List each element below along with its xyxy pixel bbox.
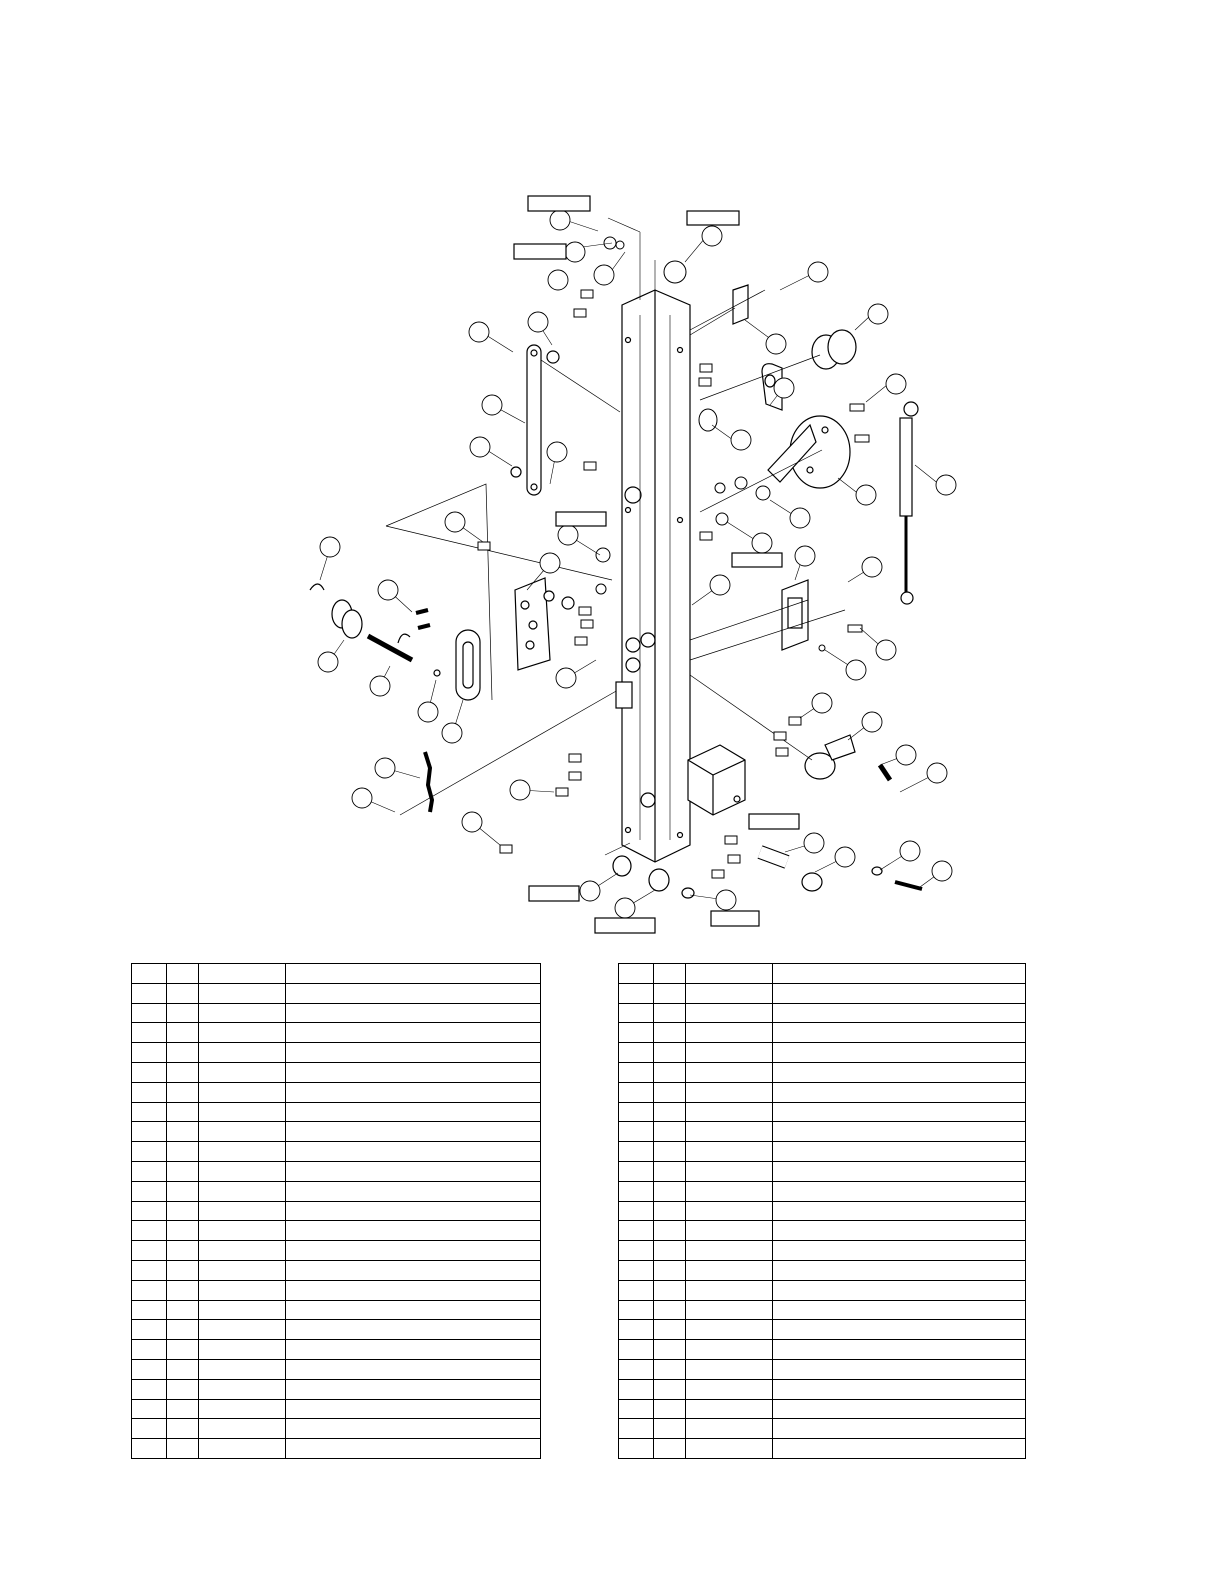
parts-table-right (618, 963, 1026, 1459)
table-cell (773, 1201, 1026, 1221)
parts-table-left (131, 963, 541, 1459)
table-cell (167, 1023, 199, 1043)
table-cell (773, 1419, 1026, 1439)
table-cell (654, 964, 686, 984)
table-cell (286, 1419, 541, 1439)
table-cell (286, 983, 541, 1003)
table-cell (167, 1399, 199, 1419)
top-bracket (690, 285, 765, 335)
table-row (619, 1003, 1026, 1023)
table-cell (686, 1241, 773, 1261)
table-cell (286, 1300, 541, 1320)
table-row (619, 1340, 1026, 1360)
table-cell (132, 1340, 167, 1360)
table-cell (199, 1102, 286, 1122)
table-cell (654, 1062, 686, 1082)
table-cell (773, 1439, 1026, 1459)
table-cell (167, 1142, 199, 1162)
table-cell (199, 1003, 286, 1023)
table-row (619, 1082, 1026, 1102)
table-cell (167, 1181, 199, 1201)
table-cell (199, 1241, 286, 1261)
table-cell (167, 1320, 199, 1340)
table-cell (286, 1359, 541, 1379)
table-cell (286, 1023, 541, 1043)
table-cell (619, 1359, 654, 1379)
table-cell (686, 1003, 773, 1023)
table-cell (773, 1320, 1026, 1340)
table-cell (199, 1023, 286, 1043)
table-cell (686, 1419, 773, 1439)
table-cell (773, 1241, 1026, 1261)
table-row (619, 1023, 1026, 1043)
table-cell (654, 1419, 686, 1439)
table-cell (686, 1280, 773, 1300)
table-cell (132, 1379, 167, 1399)
table-cell (199, 1439, 286, 1459)
table-cell (286, 1221, 541, 1241)
table-cell (619, 1379, 654, 1399)
table-cell (132, 1300, 167, 1320)
table-cell (132, 1043, 167, 1063)
table-cell (619, 1023, 654, 1043)
table-cell (773, 1300, 1026, 1320)
table-cell (773, 1003, 1026, 1023)
table-cell (167, 1102, 199, 1122)
table-row (132, 1359, 541, 1379)
table-cell (286, 1122, 541, 1142)
table-cell (619, 1320, 654, 1340)
table-row (619, 1439, 1026, 1459)
table-cell (773, 1379, 1026, 1399)
table-cell (619, 1062, 654, 1082)
table-cell (286, 1102, 541, 1122)
table-cell (654, 1320, 686, 1340)
table-cell (199, 1359, 286, 1379)
table-cell (619, 1082, 654, 1102)
table-cell (199, 1340, 286, 1360)
table-cell (619, 1399, 654, 1419)
table-cell (286, 1062, 541, 1082)
table-cell (619, 1439, 654, 1459)
table-cell (132, 1320, 167, 1340)
table-cell (654, 1161, 686, 1181)
table-row (132, 1082, 541, 1102)
table-row (132, 1003, 541, 1023)
table-cell (132, 1399, 167, 1419)
table-cell (199, 1043, 286, 1063)
table-cell (199, 1122, 286, 1142)
table-cell (773, 1142, 1026, 1162)
vertical-column (622, 290, 690, 862)
table-cell (132, 1280, 167, 1300)
table-cell (654, 1102, 686, 1122)
table-cell (654, 1082, 686, 1102)
table-cell (199, 1320, 286, 1340)
table-cell (619, 964, 654, 984)
table-cell (686, 983, 773, 1003)
table-cell (199, 1379, 286, 1399)
table-cell (619, 1181, 654, 1201)
table-row (619, 1399, 1026, 1419)
table-cell (167, 1003, 199, 1023)
table-cell (132, 1102, 167, 1122)
table-cell (773, 964, 1026, 984)
table-cell (132, 1062, 167, 1082)
table-cell (167, 1201, 199, 1221)
table-cell (619, 1201, 654, 1221)
table-cell (167, 1260, 199, 1280)
table-cell (167, 1241, 199, 1261)
table-row (619, 1280, 1026, 1300)
table-row (132, 1062, 541, 1082)
mount-bracket (515, 578, 574, 670)
table-cell (773, 1260, 1026, 1280)
table-cell (654, 1359, 686, 1379)
table-cell (619, 1122, 654, 1142)
table-cell (619, 1340, 654, 1360)
table-cell (773, 1399, 1026, 1419)
table-cell (773, 1280, 1026, 1300)
table-row (132, 1023, 541, 1043)
table-row (619, 1419, 1026, 1439)
table-cell (773, 1122, 1026, 1142)
table-cell (654, 983, 686, 1003)
table-cell (199, 1181, 286, 1201)
table-cell (654, 1201, 686, 1221)
table-cell (132, 1260, 167, 1280)
table-cell (199, 1280, 286, 1300)
table-cell (132, 1142, 167, 1162)
table-cell (619, 1102, 654, 1122)
table-cell (167, 1082, 199, 1102)
table-cell (686, 964, 773, 984)
table-cell (199, 1221, 286, 1241)
table-cell (167, 1280, 199, 1300)
table-cell (686, 1181, 773, 1201)
table-cell (773, 1340, 1026, 1360)
table-cell (654, 1043, 686, 1063)
table-cell (132, 1359, 167, 1379)
table-row (132, 1300, 541, 1320)
table-cell (773, 1082, 1026, 1102)
table-cell (654, 1241, 686, 1261)
link-bar (511, 345, 620, 495)
table-cell (686, 1142, 773, 1162)
table-row (619, 1161, 1026, 1181)
table-cell (167, 1161, 199, 1181)
table-row (619, 1102, 1026, 1122)
table-row (132, 1043, 541, 1063)
table-cell (286, 1379, 541, 1399)
table-cell (654, 1221, 686, 1241)
table-row (132, 1241, 541, 1261)
table-cell (686, 1260, 773, 1280)
table-cell (132, 983, 167, 1003)
table-cell (654, 1122, 686, 1142)
table-cell (686, 1082, 773, 1102)
table-cell (167, 1221, 199, 1241)
table-cell (619, 1221, 654, 1241)
table-cell (286, 1439, 541, 1459)
table-cell (286, 1340, 541, 1360)
table-cell (286, 1082, 541, 1102)
gas-spring (900, 402, 918, 604)
table-cell (773, 1062, 1026, 1082)
table-cell (167, 1122, 199, 1142)
table-cell (619, 983, 654, 1003)
table-row (132, 1142, 541, 1162)
table-cell (132, 1419, 167, 1439)
table-cell (132, 1241, 167, 1261)
table-cell (619, 1280, 654, 1300)
table-cell (199, 1082, 286, 1102)
table-row (132, 1320, 541, 1340)
table-cell (619, 1161, 654, 1181)
table-row (619, 1379, 1026, 1399)
table-cell (286, 1161, 541, 1181)
table-cell (286, 1181, 541, 1201)
table-cell (167, 1340, 199, 1360)
table-row (619, 1241, 1026, 1261)
table-cell (167, 1359, 199, 1379)
table-row (132, 983, 541, 1003)
table-cell (654, 1280, 686, 1300)
table-row (132, 1379, 541, 1399)
table-cell (686, 1300, 773, 1320)
table-cell (199, 964, 286, 984)
table-cell (686, 1340, 773, 1360)
table-cell (773, 1161, 1026, 1181)
table-cell (686, 1122, 773, 1142)
table-cell (654, 1260, 686, 1280)
table-row (132, 1161, 541, 1181)
table-cell (167, 1379, 199, 1399)
table-cell (286, 1399, 541, 1419)
table-cell (132, 1201, 167, 1221)
table-cell (686, 1320, 773, 1340)
table-cell (132, 1082, 167, 1102)
table-cell (286, 1260, 541, 1280)
table-cell (199, 1419, 286, 1439)
table-cell (286, 964, 541, 984)
table-cell (132, 1023, 167, 1043)
table-cell (773, 1359, 1026, 1379)
table-cell (686, 1379, 773, 1399)
table-cell (132, 964, 167, 984)
table-cell (619, 1142, 654, 1162)
table-cell (773, 1221, 1026, 1241)
table-cell (654, 1340, 686, 1360)
table-cell (199, 1300, 286, 1320)
table-cell (132, 1003, 167, 1023)
table-row (132, 1181, 541, 1201)
table-row (619, 1300, 1026, 1320)
table-cell (686, 1102, 773, 1122)
table-row (132, 1221, 541, 1241)
table-cell (686, 1201, 773, 1221)
table-row (132, 1439, 541, 1459)
table-row (619, 1043, 1026, 1063)
table-cell (619, 1241, 654, 1261)
table-row (619, 1062, 1026, 1082)
table-cell (286, 1003, 541, 1023)
table-row (619, 1221, 1026, 1241)
table-cell (132, 1161, 167, 1181)
table-cell (199, 1399, 286, 1419)
table-cell (654, 1379, 686, 1399)
table-cell (132, 1181, 167, 1201)
table-cell (199, 983, 286, 1003)
table-row (619, 1320, 1026, 1340)
table-cell (286, 1201, 541, 1221)
table-cell (654, 1399, 686, 1419)
table-row (132, 1102, 541, 1122)
table-row (619, 964, 1026, 984)
round-plate (700, 416, 850, 512)
table-cell (654, 1300, 686, 1320)
table-cell (619, 1043, 654, 1063)
table-cell (686, 1023, 773, 1043)
table-row (132, 1260, 541, 1280)
table-cell (773, 1102, 1026, 1122)
table-row (132, 1419, 541, 1439)
table-row (132, 1399, 541, 1419)
table-row (619, 983, 1026, 1003)
table-cell (654, 1003, 686, 1023)
table-row (619, 1142, 1026, 1162)
table-cell (654, 1439, 686, 1459)
table-cell (686, 1221, 773, 1241)
table-row (132, 1201, 541, 1221)
table-cell (167, 1300, 199, 1320)
table-cell (199, 1161, 286, 1181)
table-cell (686, 1399, 773, 1419)
table-cell (773, 1181, 1026, 1201)
table-row (619, 1181, 1026, 1201)
table-cell (167, 1062, 199, 1082)
table-row (132, 964, 541, 984)
table-cell (654, 1142, 686, 1162)
table-cell (167, 1043, 199, 1063)
table-row (619, 1260, 1026, 1280)
table-cell (286, 1241, 541, 1261)
table-row (132, 1122, 541, 1142)
table-cell (167, 964, 199, 984)
table-cell (286, 1280, 541, 1300)
table-cell (132, 1439, 167, 1459)
table-row (619, 1201, 1026, 1221)
table-cell (686, 1062, 773, 1082)
table-cell (654, 1023, 686, 1043)
table-row (132, 1340, 541, 1360)
table-cell (167, 983, 199, 1003)
table-cell (199, 1062, 286, 1082)
table-cell (686, 1359, 773, 1379)
table-cell (132, 1221, 167, 1241)
table-row (132, 1280, 541, 1300)
table-cell (199, 1201, 286, 1221)
table-row (619, 1359, 1026, 1379)
table-cell (773, 983, 1026, 1003)
table-cell (619, 1419, 654, 1439)
table-cell (686, 1043, 773, 1063)
table-cell (167, 1419, 199, 1439)
table-cell (619, 1003, 654, 1023)
table-cell (199, 1142, 286, 1162)
table-cell (199, 1260, 286, 1280)
table-cell (132, 1122, 167, 1142)
table-cell (686, 1161, 773, 1181)
table-row (619, 1122, 1026, 1142)
table-cell (619, 1260, 654, 1280)
table-cell (773, 1043, 1026, 1063)
table-cell (286, 1320, 541, 1340)
table-cell (654, 1181, 686, 1201)
table-cell (686, 1439, 773, 1459)
table-cell (773, 1023, 1026, 1043)
table-cell (286, 1142, 541, 1162)
table-cell (167, 1439, 199, 1459)
table-cell (286, 1043, 541, 1063)
table-cell (619, 1300, 654, 1320)
